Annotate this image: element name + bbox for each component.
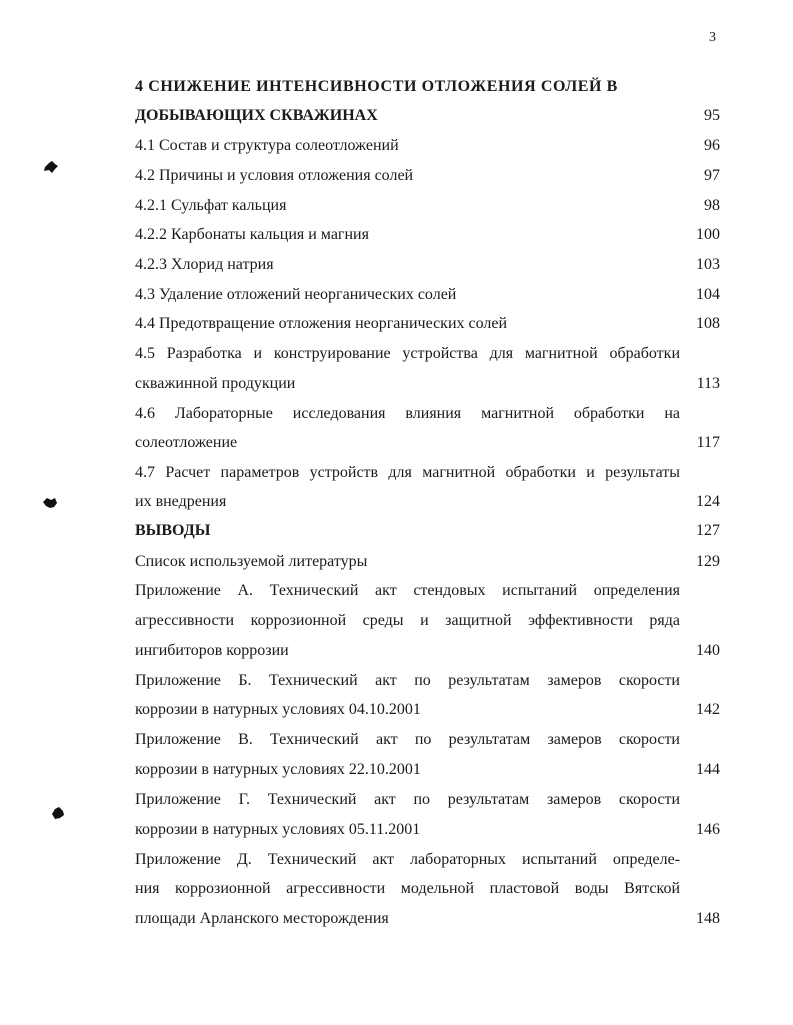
toc-entry-text: 4.2.2 Карбонаты кальция и магния (135, 226, 369, 243)
ink-blot-icon (42, 496, 58, 510)
toc-entry-line2: агрессивности коррозионной среды и защитной эффективности ряда (135, 612, 680, 629)
toc-entry-line1: Приложение А. Технический акт стендовых испытаний определения (135, 582, 680, 599)
toc-entry-page: 97 (704, 167, 720, 184)
toc-entry-page: 142 (696, 701, 720, 718)
toc-entry-line2: коррозии в натурных условиях 04.10.2001 (135, 701, 421, 718)
section-title-line2: ДОБЫВАЮЩИХ СКВАЖИНАХ (135, 107, 378, 124)
toc-entry-text: 4.2.3 Хлорид натрия (135, 256, 274, 273)
toc-entry-page: 144 (696, 761, 720, 778)
toc-entry-line1: Приложение Б. Технический акт по результатам замеров скорости (135, 672, 680, 689)
toc-entry-page: 148 (696, 910, 720, 927)
toc-entry-page: 113 (696, 375, 720, 392)
toc-entry-line2: скважинной продукции (135, 375, 296, 392)
section-page: 95 (704, 107, 720, 124)
section-title-line1: 4 СНИЖЕНИЕ ИНТЕНСИВНОСТИ ОТЛОЖЕНИЯ СОЛЕЙ В (135, 78, 618, 95)
toc-entry-line3: площади Арланского месторождения (135, 910, 389, 927)
toc-entry-page: 103 (696, 256, 720, 273)
ink-blot-icon (43, 160, 59, 174)
toc-entry-text: 4.1 Состав и структура солеотложений (135, 137, 399, 154)
toc-entry-line1: 4.5 Разработка и конструирование устройства для магнитной обработки (135, 345, 680, 362)
conclusions-heading: ВЫВОДЫ (135, 522, 211, 539)
toc-entry-text: 4.2.1 Сульфат кальция (135, 197, 287, 214)
toc-entry-page: 124 (696, 493, 720, 510)
toc-entry-page: 108 (696, 315, 720, 332)
toc-entry-text: 4.3 Удаление отложений неорганических солей (135, 286, 457, 303)
toc-entry-page: 129 (696, 553, 720, 570)
toc-entry-line1: Приложение Г. Технический акт по результатам замеров скорости (135, 791, 680, 808)
toc-entry-line2: коррозии в натурных условиях 22.10.2001 (135, 761, 421, 778)
toc-entry-line3: ингибиторов коррозии (135, 642, 289, 659)
toc-entry-page: 146 (696, 821, 720, 838)
toc-entry-line2: их внедрения (135, 493, 227, 510)
toc-entry-page: 104 (696, 286, 720, 303)
page-number: 3 (709, 30, 716, 45)
toc-entry-page: 140 (696, 642, 720, 659)
toc-entry-page: 98 (704, 197, 720, 214)
toc-entry-page: 100 (696, 226, 720, 243)
toc-entry-line1: Приложение Д. Технический акт лабораторных испытаний определе- (135, 851, 680, 868)
toc-entry-line2: солеотложение (135, 434, 238, 451)
toc-entry-page: 127 (696, 522, 720, 539)
toc-entry-page: 117 (696, 434, 720, 451)
toc-entry-text: Список используемой литературы (135, 553, 368, 570)
toc-entry-line1: 4.7 Расчет параметров устройств для магнитной обработки и результаты (135, 464, 680, 481)
toc-entry-line1: 4.6 Лабораторные исследования влияния магнитной обработки на (135, 405, 680, 422)
toc-entry-line2: ния коррозионной агрессивности модельной пластовой воды Вятской (135, 880, 680, 897)
toc-entry-page: 96 (704, 137, 720, 154)
toc-entry-text: 4.2 Причины и условия отложения солей (135, 167, 414, 184)
toc-entry-line1: Приложение В. Технический акт по результатам замеров скорости (135, 731, 680, 748)
ink-blot-icon (50, 806, 66, 820)
toc-entry-text: 4.4 Предотвращение отложения неорганических солей (135, 315, 508, 332)
toc-entry-line2: коррозии в натурных условиях 05.11.2001 (135, 821, 421, 838)
